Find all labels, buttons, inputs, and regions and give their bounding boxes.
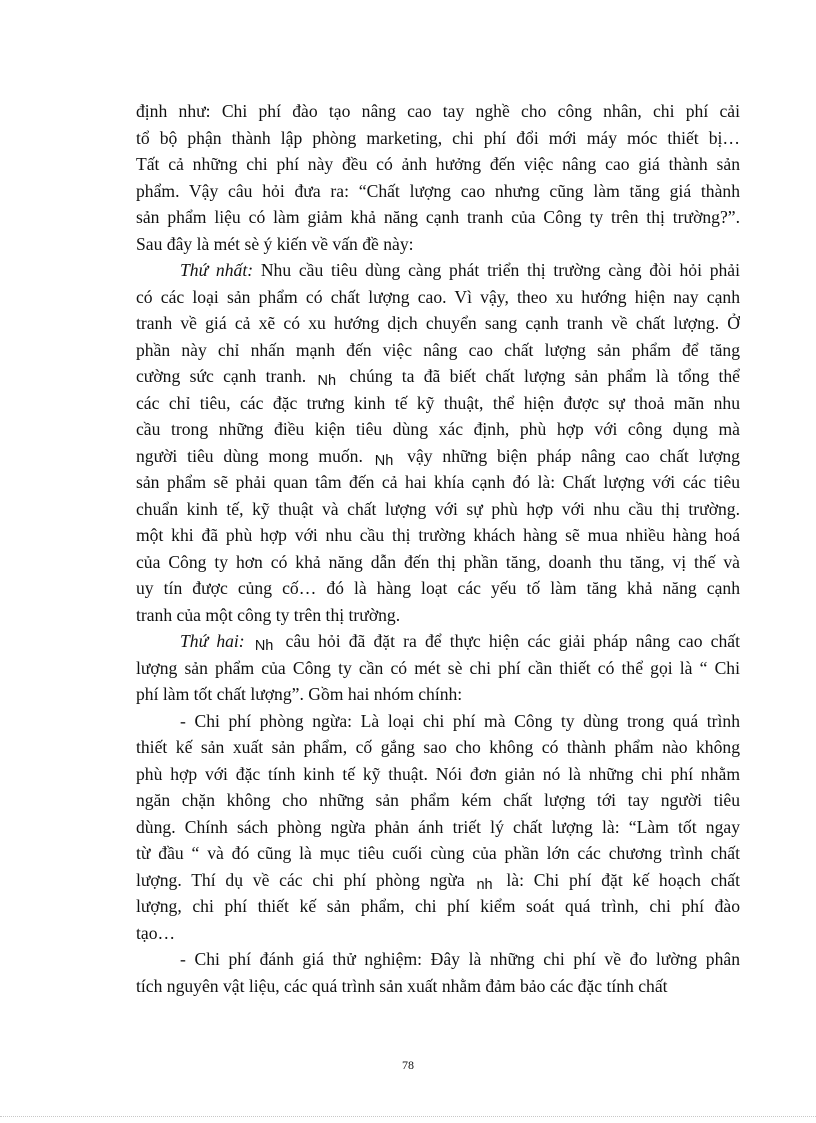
text-line — [136, 443, 740, 470]
text-line: chuẩn kinh tế, kỹ thuật và chất lượng với sự phù hợp với nhu cầu thị trường. — [136, 498, 740, 519]
text-segment: là: Chi phí đặt kế hoạch chất — [506, 869, 740, 890]
text-segment: chúng ta đã biết chất lượng sản phẩm là tổng thể — [349, 366, 740, 386]
text-line: sản phẩm liệu có làm giảm khả năng cạnh tranh của Công ty trên thị trường?”. — [136, 207, 740, 227]
page-bottom-divider — [0, 1116, 816, 1117]
text-line: uy tín được củng cố… đó là hàng loạt các yếu tố làm tăng khả năng cạnh — [136, 578, 740, 598]
nh-fragment: nh — [476, 876, 493, 893]
paragraph-first-point — [136, 257, 740, 284]
text-segment: Nhu cầu tiêu dùng càng phát triển thị trường càng đòi hỏi phải — [260, 260, 740, 280]
text-line: có các loại sản phẩm có chất lượng cao. Vì vậy, theo xu hướng hiện nay cạnh — [136, 286, 740, 307]
text-line: phẩm. Vậy câu hỏi đưa ra: “Chất lượng cao nhưng cũng làm tăng giá thành — [136, 180, 740, 201]
text-segment: lượng. Thí dụ về các chi phí phòng ngừa — [136, 869, 465, 890]
text-line — [136, 363, 740, 390]
text-line: tích nguyên vật liệu, các quá trình sản xuất nhằm đảm bảo các đặc tính chất — [136, 975, 668, 996]
text-line: tranh của một công ty trên thị trường. — [136, 604, 401, 625]
body-text — [136, 98, 740, 999]
text-line: dùng. Chính sách phòng ngừa phản ánh triết lý chất lượng là: “Làm tốt ngay — [136, 816, 740, 837]
text-line: tổ bộ phận thành lập phòng marketing, chi phí đổi mới máy móc thiết bị… — [136, 127, 740, 148]
text-line: phí làm tốt chất lượng”. Gồm hai nhóm chính: — [136, 684, 463, 704]
paragraph-prevention-cost: - Chi phí phòng ngừa: Là loại chi phí mà Công ty dùng trong quá trình — [180, 710, 740, 731]
nh-fragment: Nh — [317, 373, 337, 389]
text-segment: cường sức cạnh tranh. — [136, 366, 307, 386]
nh-fragment: Nh — [374, 452, 394, 469]
text-line: Sau đây là mét sè ý kiến về vấn đề này: — [136, 233, 414, 254]
label-thu-hai: Thứ hai: — [180, 631, 245, 651]
text-line: của Công ty hơn có khả năng dẫn đến thị phần tăng, doanh thu tăng, vị thế và — [136, 551, 740, 572]
text-line: thiết kế sản xuất sản phẩm, cố gắng sao cho không có thành phẩm nào không — [136, 737, 740, 757]
text-segment: câu hỏi đã đặt ra để thực hiện các giải pháp nâng cao chất — [285, 631, 740, 651]
text-segment: người tiêu dùng mong muốn. — [136, 445, 363, 466]
text-line: cầu trong những điều kiện tiêu dùng xác định, phù hợp với công dụng mà — [136, 419, 740, 439]
text-line: Tất cả những chi phí này đều có ảnh hưởng đến việc nâng cao giá thành sản — [136, 154, 740, 174]
text-line: ngăn chặn không cho những sản phẩm kém chất lượng tới tay người tiêu — [136, 790, 740, 810]
text-line: tranh về giá cả xẽ có xu hướng dịch chuyển sang cạnh tranh về chất lượng. Ở — [136, 313, 740, 333]
text-line: phần này chỉ nhấn mạnh đến việc nâng cao chất lượng sản phẩm để tăng — [136, 339, 740, 360]
text-line: một khi đã phù hợp với nhu cầu thị trường khách hàng sẽ mua nhiều hàng hoá — [136, 525, 740, 545]
text-segment: vậy những biện pháp nâng cao chất lượng — [407, 445, 740, 466]
text-line: lượng, chi phí thiết kế sản phẩm, chi phí kiểm soát quá trình, chi phí đào — [136, 896, 740, 916]
text-line: lượng sản phẩm của Công ty cần có mét sè chi phí cần thiết có thể gọi là “ Chi — [136, 657, 740, 678]
nh-fragment: Nh — [254, 638, 274, 654]
text-line: từ đầu “ và đó cũng là mục tiêu cuối cùng của phần lớn các chương trình chất — [136, 843, 740, 863]
page-number: 78 — [402, 1058, 414, 1072]
text-line: sản phẩm sẽ phải quan tâm đến cả hai khía cạnh đó là: Chất lượng với các tiêu — [136, 472, 740, 492]
text-line: tạo… — [136, 922, 176, 943]
text-line — [136, 867, 740, 894]
label-thu-nhat: Thứ nhất: — [180, 260, 254, 280]
text-line: định như: Chi phí đào tạo nâng cao tay nghề cho công nhân, chi phí cải — [136, 101, 740, 121]
text-line: các chỉ tiêu, các đặc trưng kinh tế kỹ thuật, thể hiện được sự thoả mãn nhu — [136, 392, 740, 413]
paragraph-second-point — [136, 628, 740, 655]
text-line: phù hợp với đặc tính kinh tế kỹ thuật. Nói đơn giản nó là những chi phí nhằm — [136, 763, 740, 784]
paragraph-appraisal-cost: - Chi phí đánh giá thử nghiệm: Đây là những chi phí về đo lường phân — [180, 949, 740, 969]
